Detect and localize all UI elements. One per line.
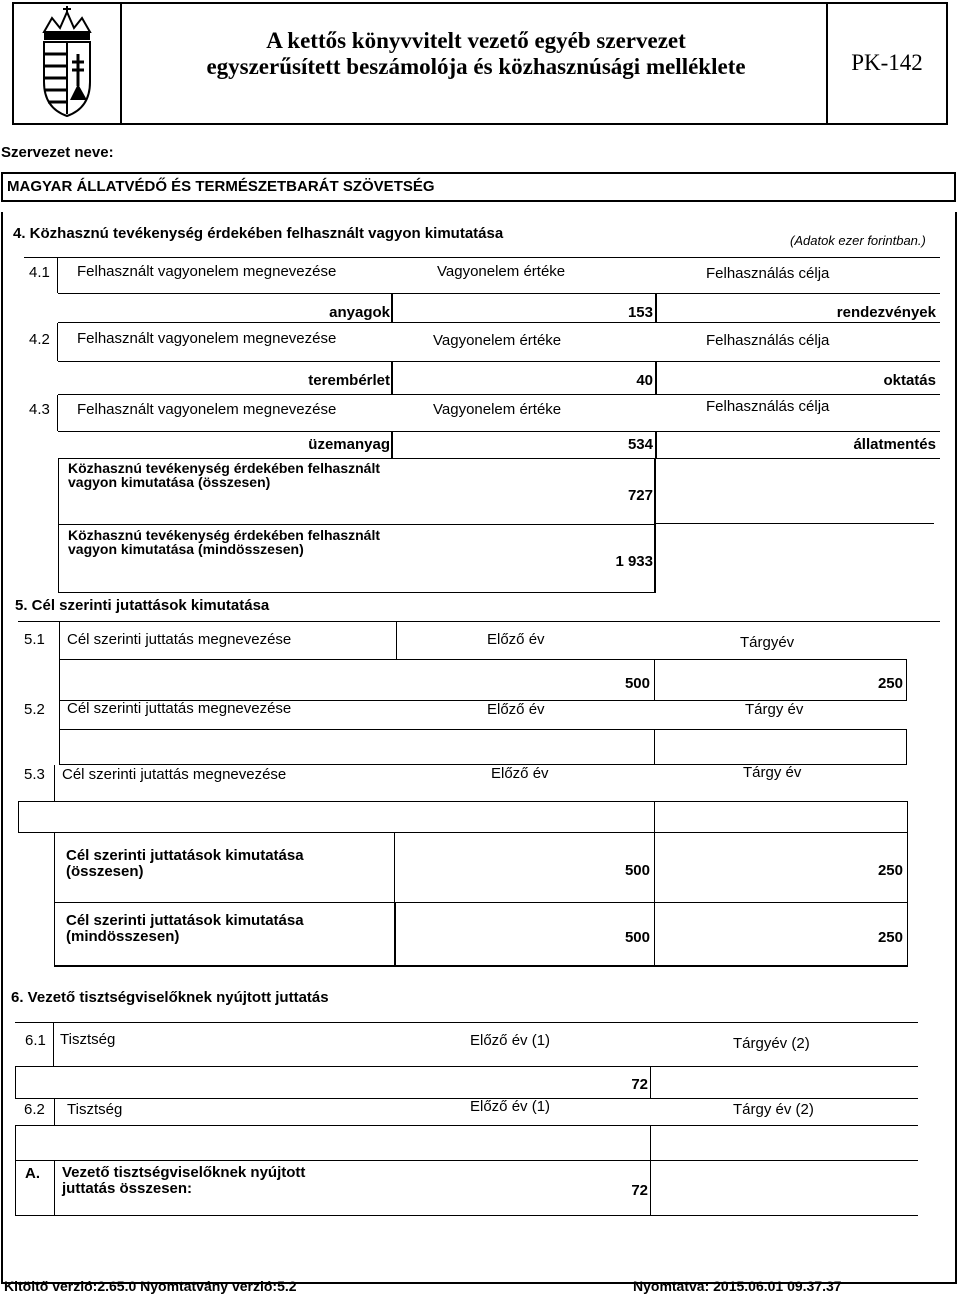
col-rule: [57, 257, 58, 293]
col-header-purpose: Felhasználás célja: [706, 332, 830, 349]
form-code: PK-142: [851, 50, 923, 75]
item-purpose: rendezvények: [836, 304, 936, 321]
col-header-purpose: Felhasználás célja: [706, 265, 830, 282]
unit-note: (Adatok ezer forintban.): [790, 233, 926, 248]
col-header-curr: Tárgy év: [745, 701, 804, 718]
col-header-value: Vagyonelem értéke: [433, 332, 562, 349]
col-header-curr: Tárgyév: [740, 634, 795, 651]
row-num: 4.1: [29, 264, 50, 281]
col-rule: [655, 431, 657, 459]
total-label: Vezető tisztségviselőknek nyújtott juttatás összesen:: [62, 1164, 306, 1197]
col-header-prev: Előző év: [491, 765, 549, 782]
col-rule: [394, 833, 395, 903]
data-row: [15, 1066, 918, 1099]
item-value: 40: [636, 372, 653, 389]
section5-title: 5. Cél szerinti jutattások kimutatása: [15, 597, 270, 614]
item-purpose: oktatás: [883, 372, 936, 389]
org-name: MAGYAR ÁLLATVÉDŐ ÉS TERMÉSZETBARÁT SZÖVETSÉG: [7, 178, 435, 195]
row-num: 6.1: [25, 1032, 46, 1049]
col-rule: [54, 1161, 55, 1216]
row-rule: [24, 257, 940, 258]
prev-value: 500: [624, 675, 650, 692]
col-rule: [391, 293, 393, 323]
row-num: 5.2: [24, 701, 45, 718]
row-num: 6.2: [24, 1101, 45, 1118]
data-row: [59, 729, 907, 765]
col-rule: [654, 903, 655, 967]
col-header-purpose: Felhasználás célja: [706, 398, 830, 415]
grand-total-label: Közhasznú tevékenység érdekében felhasznált vagyon kimutatása (mindösszesen): [68, 527, 380, 557]
total-label: Közhasznú tevékenység érdekében felhasznált vagyon kimutatása (összesen): [68, 460, 380, 490]
col-header-value: Vagyonelem értéke: [433, 401, 562, 418]
section6-title: 6. Vezető tisztségviselőknek nyújtott juttatás: [11, 989, 329, 1006]
col-rule: [650, 1161, 651, 1216]
footer-version: Kitöltő verzió:2.65.0 Nyomtatvány verzió:5.2: [4, 1278, 297, 1294]
col-rule: [650, 1125, 651, 1161]
data-row: [18, 801, 908, 833]
col-rule: [655, 361, 657, 395]
crown-shield-icon: [14, 4, 120, 122]
col-rule: [54, 1099, 55, 1125]
row-num: 5.3: [24, 766, 45, 783]
item-name: terembérlet: [308, 372, 390, 389]
col-rule: [396, 621, 397, 659]
col-rule: [59, 701, 60, 729]
org-label: Szervezet neve:: [1, 144, 114, 161]
item-value: 153: [627, 304, 653, 321]
col-header-item: Felhasznált vagyonelem megnevezése: [77, 330, 337, 347]
col-rule: [654, 659, 655, 701]
total-prev: 500: [624, 862, 650, 879]
col-rule: [650, 1066, 651, 1099]
footer-printed: Nyomtatva: 2015.06.01 09.37.37: [633, 1278, 842, 1294]
item-value: 534: [627, 436, 653, 453]
col-header-prev: Előző év (1): [470, 1098, 551, 1115]
curr-value: 72: [631, 1076, 648, 1093]
col-header-item: Felhasznált vagyonelem megnevezése: [77, 263, 337, 280]
item-name: üzemanyag: [308, 436, 390, 453]
row-num: 4.2: [29, 331, 50, 348]
total-value: 727: [627, 487, 653, 504]
col-header-title: Tisztség: [67, 1101, 123, 1118]
col-header-name: Cél szerinti juttatás megnevezése: [67, 631, 292, 648]
curr-value: 250: [877, 675, 903, 692]
col-header-curr: Tárgyév (2): [733, 1035, 810, 1052]
row-rule: [15, 1022, 918, 1023]
col-rule: [394, 903, 396, 967]
col-rule: [654, 729, 655, 765]
row-num: 4.3: [29, 401, 50, 418]
grand-total-curr: 250: [877, 929, 903, 946]
col-rule: [59, 621, 60, 659]
grand-total-label: Cél szerinti juttatások kimutatása (mindösszesen): [66, 912, 304, 945]
col-rule: [391, 361, 393, 395]
col-header-prev: Előző év: [487, 701, 545, 718]
col-rule: [654, 801, 655, 833]
header-title: [126, 28, 826, 80]
item-purpose: állatmentés: [853, 436, 936, 453]
col-header-item: Felhasznált vagyonelem megnevezése: [77, 401, 337, 418]
total-label: Cél szerinti juttatások kimutatása (összesen): [66, 847, 304, 880]
coat-of-arms-logo: [14, 4, 122, 123]
col-header-prev: Előző év (1): [470, 1032, 551, 1049]
col-header-name: Cél szerinti jutattás megnevezése: [62, 766, 287, 783]
col-header-title: Tisztség: [60, 1031, 116, 1048]
total-curr: 250: [877, 862, 903, 879]
row-num: 5.1: [24, 631, 45, 648]
row-rule: [18, 621, 940, 622]
col-header-curr: Tárgy év: [743, 764, 802, 781]
header-title-line1: A kettős könyvvitelt vezető egyéb szervezet: [266, 28, 686, 53]
col-header-value: Vagyonelem értéke: [437, 263, 566, 280]
col-rule: [655, 293, 657, 323]
section4-title: 4. Közhasznú tevékenység érdekében felhasznált vagyon kimutatása: [13, 225, 504, 242]
data-row: [15, 1125, 918, 1161]
grand-total-value: 1 933: [615, 553, 653, 570]
col-rule: [53, 1022, 54, 1066]
col-header-name: Cél szerinti juttatás megnevezése: [67, 700, 292, 717]
header-title-line2: egyszerűsített beszámolója és közhasznúsági melléklete: [206, 54, 746, 79]
total-prev: 72: [631, 1182, 648, 1199]
grand-total-prev: 500: [624, 929, 650, 946]
col-rule: [57, 323, 58, 361]
col-rule: [54, 765, 55, 801]
col-header-prev: Előző év: [487, 631, 545, 648]
col-rule: [654, 833, 655, 903]
col-rule: [57, 395, 58, 431]
col-rule: [391, 431, 393, 459]
col-header-curr: Tárgy év (2): [733, 1101, 814, 1118]
item-name: anyagok: [329, 304, 390, 321]
total-num: A.: [25, 1165, 40, 1182]
row-rule: [656, 523, 934, 524]
